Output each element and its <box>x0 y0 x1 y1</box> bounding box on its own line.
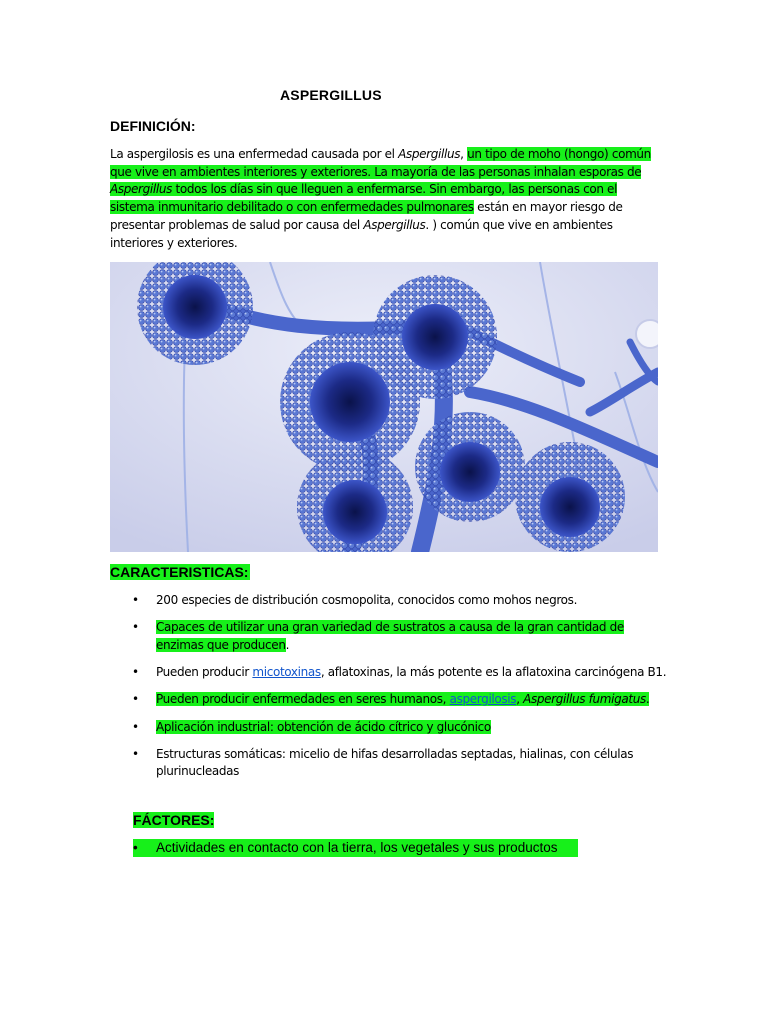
document-title: ASPERGILLUS <box>280 87 382 103</box>
definition-text-3: . ) común que vive en ambientes interiores y exteriores. <box>110 217 613 250</box>
list-item-text: 200 especies de distribución cosmopolita, conocidos como mohos negros. <box>156 593 578 607</box>
definition-text-2: están en mayor riesgo de presentar problemas de salud por causa del <box>110 200 623 232</box>
definition-highlight-1: un tipo de moho (hongo) común que vive en ambientes interiores y exteriores. La mayoría de las personas inhalan esporas de <box>110 147 651 179</box>
list-item <box>110 664 670 682</box>
list-item-italic: Aspergillus fumigatus <box>523 692 646 707</box>
list-item-text: Capaces de utilizar una gran variedad de sustratos a causa de la gran cantidad de enzimas que producen <box>156 620 624 652</box>
factores-list-item <box>133 839 578 857</box>
list-item <box>110 592 670 610</box>
list-item-text: Estructuras somáticas: micelio de hifas desarrolladas septadas, hialinas, con células plurinucleadas <box>156 746 634 779</box>
aspergillus-micrograph-image <box>110 262 658 552</box>
definition-italic-2: Aspergillus <box>363 217 426 232</box>
definition-italic-1: Aspergillus <box>398 147 461 161</box>
list-item-period: . <box>645 692 650 707</box>
definition-paragraph <box>110 146 662 252</box>
list-item-text: Pueden producir <box>156 665 253 680</box>
bullet: • <box>132 719 139 734</box>
definition-comma: , <box>460 147 468 161</box>
definition-text-1: La aspergilosis es una enfermedad causada por el <box>110 147 399 161</box>
list-item <box>110 719 670 737</box>
bullet: • <box>133 840 138 855</box>
list-item-text: Actividades en contacto con la tierra, los vegetales y sus productos <box>156 840 558 855</box>
definition-highlight-2: todos los días sin que lleguen a enfermarse. Sin embargo, las personas con el sistema inmunitario debilitado o con enfermedades pulmonares <box>110 182 618 215</box>
list-item <box>110 746 670 781</box>
bullet: • <box>132 620 139 635</box>
bullet: • <box>132 746 139 761</box>
list-item-text: Pueden producir enfermedades en seres humanos, <box>156 692 450 707</box>
aspergilosis-link[interactable]: aspergilosis <box>449 692 517 707</box>
list-item-text: Aplicación industrial: obtención de ácido cítrico y glucónico <box>156 719 491 734</box>
caracteristicas-list <box>110 592 670 791</box>
factores-heading: FÁCTORES: <box>133 812 215 828</box>
bullet: • <box>132 593 139 607</box>
caracteristicas-heading: CARACTERISTICAS: <box>110 564 249 580</box>
list-item-comma: , <box>516 692 524 707</box>
list-item-text: , aflatoxinas, la más potente es la aflatoxina carcinógena B1. <box>320 665 667 680</box>
list-item-period: . <box>285 637 290 652</box>
list-item <box>110 619 670 654</box>
bullet: • <box>132 692 139 707</box>
definition-highlight-italic: Aspergillus <box>110 182 173 197</box>
bullet: • <box>132 665 139 680</box>
micotoxinas-link[interactable]: micotoxinas <box>252 665 321 680</box>
list-item <box>110 691 670 709</box>
definition-heading: DEFINICIÓN: <box>110 118 196 134</box>
